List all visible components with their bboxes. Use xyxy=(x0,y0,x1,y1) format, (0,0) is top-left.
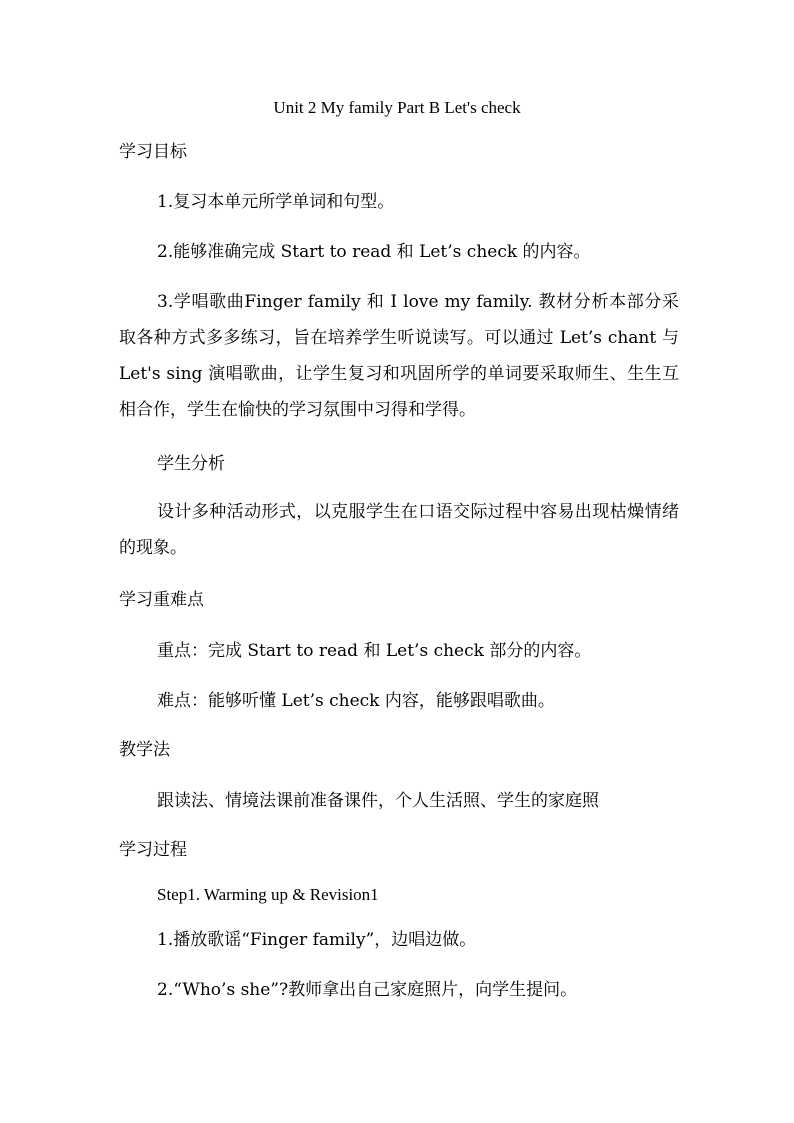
objective-3-paragraph: 3.学唱歌曲Finger family 和 I love my family. 教材分析本部分采取各种方式多多练习，旨在培养学生听说读写。可以通过 Let’s chant 与 Let's sing 演唱歌曲，让学生复习和巩固所学的单词要采取师生、生生互相合作，学生在愉快的学习氛围中习得和学得。 xyxy=(119,292,679,420)
step-1-item-1: 1.播放歌谣“Finger family”，边唱边做。 xyxy=(157,930,477,950)
objective-1: 1.复习本单元所学单词和句型。 xyxy=(157,192,395,212)
step-1-heading: Step1. Warming up & Revision1 xyxy=(157,885,379,904)
step-1-item-2: 2.“Who’s she”?教师拿出自己家庭照片，向学生提问。 xyxy=(157,980,578,1000)
methods-text: 跟读法、情境法课前准备课件，个人生活照、学生的家庭照 xyxy=(157,791,599,811)
process-heading: 学习过程 xyxy=(119,840,187,860)
methods-heading: 教学法 xyxy=(119,740,170,760)
difficult-point: 难点：能够听懂 Let’s check 内容，能够跟唱歌曲。 xyxy=(157,691,555,711)
objective-2: 2.能够准确完成 Start to read 和 Let’s check 的内容。 xyxy=(157,242,591,262)
key-points-heading: 学习重难点 xyxy=(119,590,204,610)
objectives-heading: 学习目标 xyxy=(119,142,187,162)
student-analysis-paragraph: 设计多种活动形式，以克服学生在口语交际过程中容易出现枯燥情绪的现象。 xyxy=(119,502,679,558)
document-title: Unit 2 My family Part B Let's check xyxy=(273,98,521,117)
student-analysis-heading: 学生分析 xyxy=(157,454,225,474)
key-point: 重点：完成 Start to read 和 Let’s check 部分的内容。 xyxy=(157,641,592,661)
